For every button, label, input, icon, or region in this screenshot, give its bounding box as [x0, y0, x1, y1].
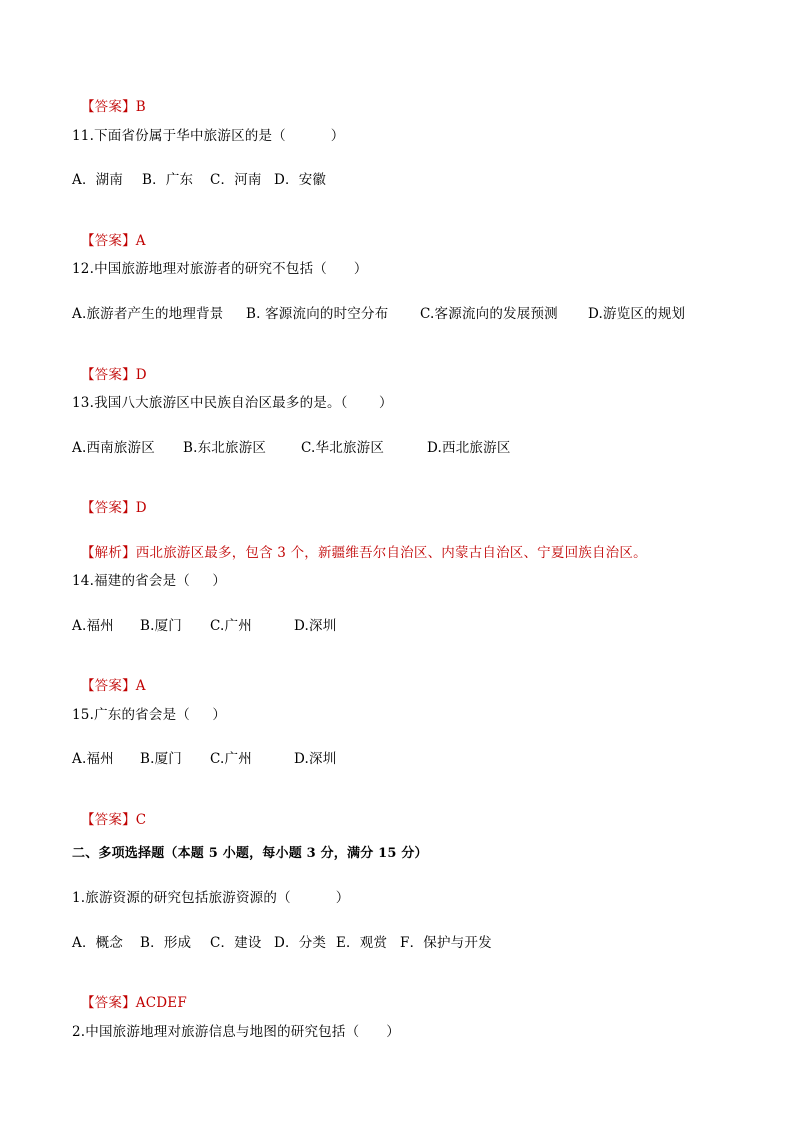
question-15: 15.广东的省会是（ ） — [72, 707, 227, 723]
option-d: D.西北旅游区 — [427, 440, 511, 456]
answer-tag: 【答案】 — [80, 367, 136, 383]
analysis-tag: 【解析】 — [80, 545, 136, 561]
option-a: A.福州 — [72, 618, 114, 634]
option-b: B．形成 — [140, 935, 192, 951]
question-15-options — [72, 751, 712, 831]
question-13: 13.我国八大旅游区中民族自治区最多的是。（ ） — [72, 395, 393, 411]
answer-11 — [72, 217, 146, 249]
answer-12 — [72, 351, 147, 383]
option-d: D．分类 — [274, 935, 327, 951]
question-12: 12.中国旅游地理对旅游者的研究不包括（ ） — [72, 261, 368, 277]
answer-value: A — [135, 233, 146, 249]
answer-tag: 【答案】 — [80, 233, 136, 249]
option-a: A.福州 — [72, 751, 114, 767]
answer-14 — [72, 662, 146, 694]
option-c: C.华北旅游区 — [301, 440, 385, 456]
option-c: C．河南 — [210, 172, 262, 188]
analysis-13 — [72, 529, 647, 561]
answer-15 — [72, 796, 146, 828]
answer-10 — [72, 83, 146, 115]
option-a: A.西南旅游区 — [72, 440, 155, 456]
option-c: C.广州 — [210, 618, 252, 634]
answer-13 — [72, 484, 147, 516]
multi-question-1: 1.旅游资源的研究包括旅游资源的（ ） — [72, 890, 350, 906]
option-a: A．概念 — [72, 935, 124, 951]
answer-tag: 【答案】 — [80, 995, 136, 1011]
answer-value: ACDEF — [135, 995, 187, 1011]
analysis-text: 西北旅游区最多，包含 3 个，新疆维吾尔自治区、内蒙古自治区、宁夏回族自治区。 — [135, 545, 647, 561]
option-c: C.广州 — [210, 751, 252, 767]
answer-tag: 【答案】 — [80, 812, 136, 828]
answer-value: B — [135, 99, 146, 115]
question-14-options — [72, 618, 712, 698]
option-c: C．建设 — [210, 935, 262, 951]
answer-tag: 【答案】 — [80, 678, 136, 694]
option-d: D.深圳 — [294, 751, 337, 767]
option-a: A．湖南 — [72, 172, 124, 188]
option-a: A.旅游者产生的地理背景 — [72, 306, 224, 322]
option-b: B.东北旅游区 — [183, 440, 267, 456]
option-c: C.客源流向的发展预测 — [420, 306, 558, 322]
question-11: 11.下面省份属于华中旅游区的是（ ） — [72, 128, 345, 144]
answer-value: D — [135, 500, 147, 516]
question-11-options — [72, 172, 712, 252]
option-d: D.游览区的规划 — [588, 306, 686, 322]
option-b: B. 客源流向的时空分布 — [246, 306, 389, 322]
question-13-options — [72, 440, 712, 520]
option-b: B.厦门 — [140, 618, 183, 634]
answer-multi-1 — [72, 979, 187, 1011]
answer-value: A — [135, 678, 146, 694]
multi-question-2: 2.中国旅游地理对旅游信息与地图的研究包括（ ） — [72, 1024, 400, 1040]
question-14: 14.福建的省会是（ ） — [72, 573, 227, 589]
question-12-options — [72, 306, 712, 386]
option-f: F．保护与开发 — [400, 935, 492, 951]
section-title: 二、多项选择题（本题 5 小题，每小题 3 分，满分 15 分） — [72, 846, 428, 861]
option-d: D.深圳 — [294, 618, 337, 634]
option-b: B.厦门 — [140, 751, 183, 767]
option-d: D．安徽 — [274, 172, 327, 188]
answer-tag: 【答案】 — [80, 99, 136, 115]
option-b: B．广东 — [142, 172, 194, 188]
answer-tag: 【答案】 — [80, 500, 136, 516]
answer-value: C — [135, 812, 147, 828]
answer-value: D — [135, 367, 147, 383]
option-e: E．观赏 — [336, 935, 388, 951]
